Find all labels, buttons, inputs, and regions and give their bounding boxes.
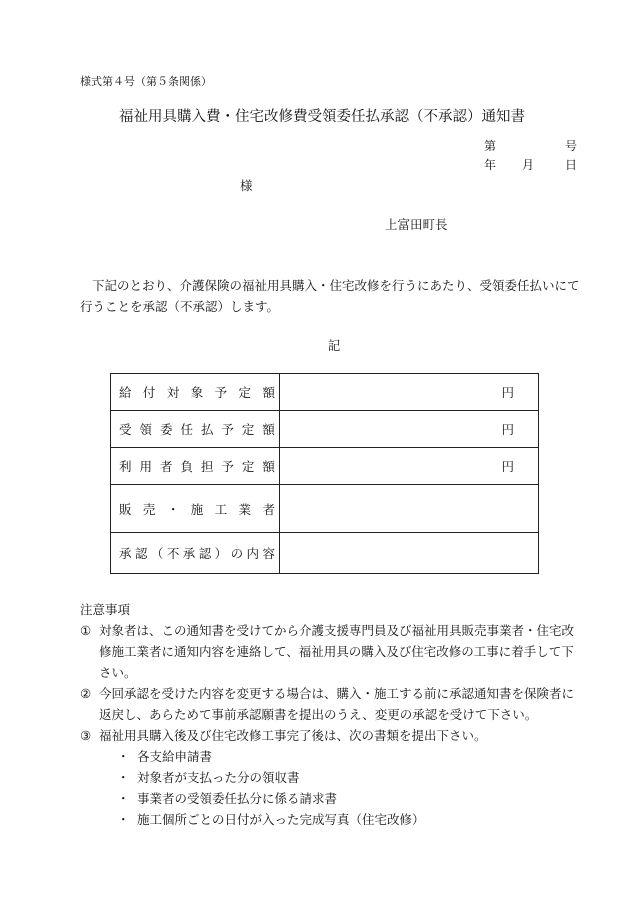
note-item [80,683,580,725]
date-year: 年 [484,158,497,172]
label-char: 象 [190,385,204,400]
label-char: 定 [241,459,255,474]
list-item-text: 施工個所ごとの日付が入った完成写真（住宅改修） [137,812,425,827]
table-row [111,533,539,574]
row-label-vendor [119,500,275,518]
document-title: 福祉用具購入費・住宅改修費受領委任払承認（不承認）通知書 [119,109,525,125]
submission-list [80,746,580,830]
bullet: ・ [117,791,130,806]
label-char: 承 [182,546,196,561]
label-char: 定 [238,385,252,400]
label-char: 定 [241,422,255,437]
list-item-text: 各支給申請書 [137,749,213,764]
label-char: 内 [246,546,260,561]
doc-number-suffix: 号 [565,139,578,153]
list-item [117,809,580,830]
label-char: 対 [166,385,180,400]
label-char: 予 [214,385,228,400]
label-char: 承 [119,546,132,561]
note-text: 対象者は、この通知書を受けてから介護支援専門員及び福祉用具販売事業者・住宅改修施工業者に通知内容を連絡して、福祉用具の購入及び住宅改修の工事に着手して下さい。 [99,623,575,680]
label-char: 販 [119,501,132,517]
label-char: ） [214,546,228,561]
label-char: の [230,546,244,561]
table-value-cell: 円 [280,374,539,411]
label-char: 額 [262,385,275,400]
label-char: 委 [159,422,173,437]
table-label-cell [111,485,280,533]
label-char: 工 [214,501,228,517]
form-number: 様式第４号（第５条関係） [80,75,212,88]
bullet: ・ [117,770,130,785]
table-label-cell [111,411,280,448]
label-char: 負 [180,459,193,474]
table-row [111,374,539,411]
label-char: 容 [262,546,275,561]
note-number: ① [80,623,92,638]
label-char: 認 [134,546,148,561]
label-char: 不 [166,546,180,561]
table-row [111,485,539,533]
row-label-delegated [119,420,275,438]
bullet: ・ [117,812,130,827]
note-number: ② [80,686,92,701]
label-char: 給 [119,385,132,400]
label-char: 予 [221,422,234,437]
label-char: 業 [238,501,252,517]
body-paragraph: 下記のとおり、介護保険の福祉用具購入・住宅改修を行うにあたり、受領委任払いにて行うことを承認（不承認）します。 [80,278,580,314]
bullet: ・ [117,749,130,764]
note-text: 福祉用具購入後及び住宅改修工事完了後は、次の書類を提出下さい。 [99,728,487,743]
list-item [117,788,580,809]
label-char: 用 [139,459,152,474]
table-value-cell: 円 [280,411,539,448]
table-label-cell [111,448,280,485]
label-char: 予 [221,459,234,474]
note-item [80,725,580,746]
table-row [111,411,539,448]
note-text: 今回承認を受けた内容を変更する場合は、購入・施工する前に承認通知書を保険者に返戻し、あらためて事前承認願書を提出のうえ、変更の承認を受けて下さい。 [99,686,575,722]
table-value-cell [280,485,539,533]
row-label-approval-content [119,544,275,562]
label-char: 者 [262,501,275,517]
label-char: 付 [142,385,156,400]
table-row [111,448,539,485]
label-char: 売 [142,501,156,517]
list-item [117,767,580,788]
date-day: 日 [565,158,578,172]
row-label-user-burden [119,457,275,475]
label-char: 領 [139,422,152,437]
label-char: 払 [200,422,214,437]
amount-table [110,373,539,574]
label-char: ・ [166,501,180,517]
label-char: 額 [262,422,275,437]
list-item [117,746,580,767]
addressee-suffix: 様 [240,178,253,193]
notes-list [80,620,580,830]
ki-heading: 記 [327,338,341,353]
row-label-benefit [119,383,275,401]
table-value-cell [280,533,539,574]
label-char: （ [150,546,164,561]
issuer-name: 上富田町長 [385,217,448,232]
table-value-cell: 円 [280,448,539,485]
notes-heading: 注意事項 [80,602,131,617]
label-char: 認 [198,546,212,561]
table-label-cell [111,533,280,574]
doc-number-prefix: 第 [484,139,497,153]
label-char: 任 [180,422,193,437]
list-item-text: 事業者の受領委任払分に係る請求書 [137,791,338,806]
label-char: 額 [262,459,275,474]
label-char: 者 [159,459,173,474]
date-month: 月 [522,158,535,172]
label-char: 利 [119,459,132,474]
label-char: 施 [190,501,204,517]
table-label-cell [111,374,280,411]
note-item [80,620,580,683]
list-item-text: 対象者が支払った分の領収書 [137,770,300,785]
label-char: 担 [200,459,214,474]
note-number: ③ [80,728,92,743]
label-char: 受 [119,422,132,437]
